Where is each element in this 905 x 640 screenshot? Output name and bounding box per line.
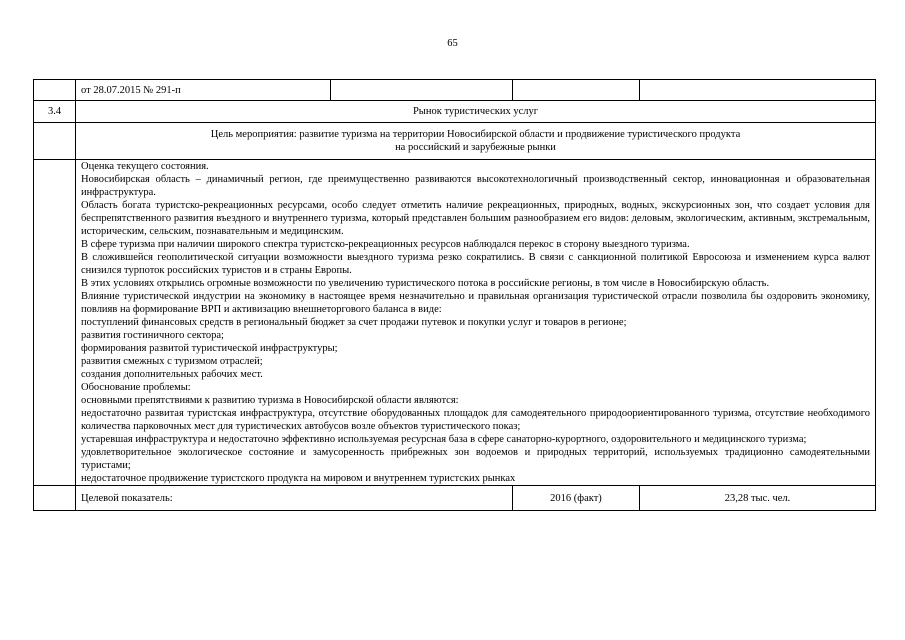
table-cell bbox=[34, 80, 76, 101]
table-cell bbox=[34, 160, 76, 486]
body-paragraph: В сфере туризма при наличии широкого спектра туристско-рекреационных ресурсов наблюдался перекос в сторону выездного туризма. bbox=[81, 239, 690, 250]
table-cell-resolution: от 28.07.2015 № 291-п bbox=[76, 80, 331, 101]
assessment-text bbox=[76, 160, 876, 486]
goal-cell bbox=[76, 123, 876, 160]
section-title: Рынок туристических услуг bbox=[76, 101, 876, 123]
body-paragraph: Новосибирская область – динамичный регион, где преимущественно развиваются высокотехнологичный производственный сектор, инновационная и образовательная инфраструктура. bbox=[81, 174, 870, 198]
table-cell bbox=[34, 486, 76, 511]
table-cell bbox=[34, 123, 76, 160]
table-cell bbox=[513, 80, 640, 101]
body-paragraph: устаревшая инфраструктура и недостаточно эффективно используемая ресурсная база в сфере санаторно-курортного, оздоровительного и медицинского туризма; bbox=[81, 434, 807, 445]
indicator-value: 23,28 тыс. чел. bbox=[640, 486, 876, 511]
body-paragraph: создания дополнительных рабочих мест. bbox=[81, 369, 263, 380]
indicator-year: 2016 (факт) bbox=[513, 486, 640, 511]
body-paragraph: недостаточно развитая туристская инфраструктура, отсутствие оборудованных площадок для самодеятельного природоориентированного туризма, отсутствие необходимого количества парковочных мест для туристических автобусов возле объектов туристического показ; bbox=[81, 408, 870, 432]
body-paragraph: Обоснование проблемы: bbox=[81, 382, 191, 393]
goal-line-1: Цель мероприятия: развитие туризма на территории Новосибирской области и продвижение туристического продукта bbox=[210, 129, 741, 140]
body-paragraph: удовлетворительное экологическое состояние и замусоренность прибрежных зон водоемов и природных территорий, используемых традиционно самодеятельными туристами; bbox=[81, 447, 870, 471]
section-row bbox=[34, 101, 876, 123]
table-cell bbox=[331, 80, 513, 101]
body-paragraph: поступлений финансовых средств в региональный бюджет за счет продажи путевок и покупки услуг и товаров в регионе; bbox=[81, 317, 627, 328]
body-paragraph: основными препятствиями к развитию туризма в Новосибирской области являются: bbox=[81, 395, 459, 406]
indicator-row bbox=[34, 486, 876, 511]
measures-table bbox=[33, 79, 876, 511]
body-paragraph: развития гостиничного сектора; bbox=[81, 330, 224, 341]
goal-line-2: на российский и зарубежные рынки bbox=[395, 142, 556, 153]
body-paragraph: развития смежных с туризмом отраслей; bbox=[81, 356, 263, 367]
body-row bbox=[34, 160, 876, 486]
body-paragraph: недостаточное продвижение туристского продукта на мировом и внутреннем туристских рынках bbox=[81, 473, 516, 484]
table-cell bbox=[640, 80, 876, 101]
section-number: 3.4 bbox=[34, 101, 76, 123]
body-paragraph: Оценка текущего состояния. bbox=[81, 161, 209, 172]
page-number: 65 bbox=[447, 38, 458, 49]
body-paragraph: формирования развитой туристической инфраструктуры; bbox=[81, 343, 338, 354]
body-paragraph: В сложившейся геополитической ситуации возможности выездного туризма резко сократились. В связи с санкционной политикой Евросоюза и изменением курса валют снизился турпоток российских туристов и в страны Европы. bbox=[81, 252, 870, 276]
indicator-label: Целевой показатель: bbox=[76, 486, 513, 511]
goal-row bbox=[34, 123, 876, 160]
body-paragraph: Область богата туристско-рекреационных ресурсами, особо следует отметить наличие рекреационных, природных, водных, экскурсионных зон, что создает условия для беспрепятственного развития въездного и внутреннего туризма, который представлен большим разнообразием его видов: деловым, экологическим, активным, экстремальным, историческим, сельским, познавательным и медицинским. bbox=[81, 200, 870, 237]
table-row bbox=[34, 80, 876, 101]
body-paragraph: Влияние туристической индустрии на экономику в настоящее время незначительно и правильная организация туристической отрасли позволила бы оздоровить экономику, повлияв на формирование ВРП и активизацию внешнеторгового баланса в виде: bbox=[81, 291, 870, 315]
body-paragraph: В этих условиях открылись огромные возможности по увеличению туристического потока в российские регионы, в том числе в Новосибирскую область. bbox=[81, 278, 770, 289]
